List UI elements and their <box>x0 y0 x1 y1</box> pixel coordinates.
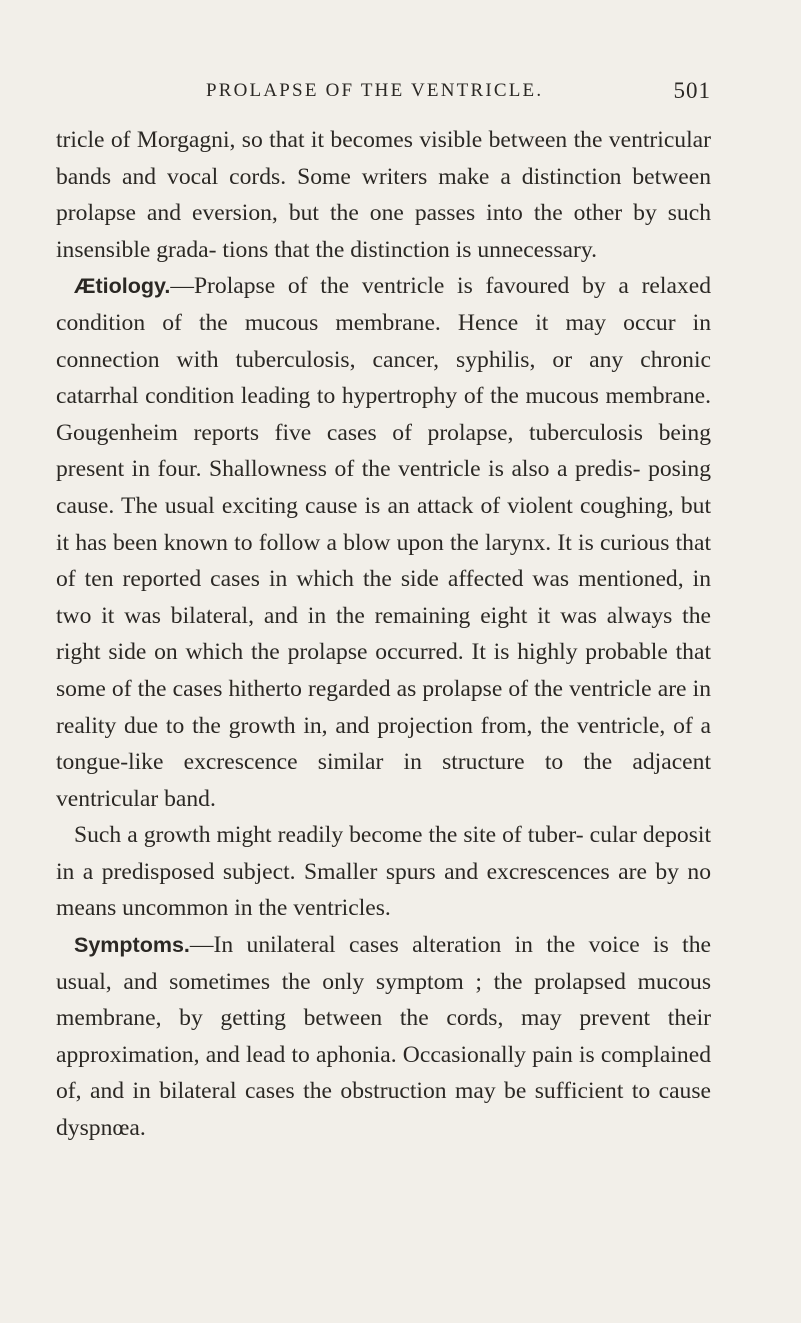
aetiology-text: —Prolapse of the ventricle is favoured by a relaxed condition of the mucous membrane. Hence it may occur in connection with tuberculosis, cancer, syphilis, or any chronic catarrhal condition leading to hypertrophy of the mucous membrane. Gougenheim reports five cases of prolapse, tuberculosis being present in four. Shallowness of the ventricle is also a predis- posing cause. The usual exciting cause is an attack of violent coughing, but it has been known to follow a blow upon the larynx. It is curious that of ten reported cases in which the side affected was mentioned, in two it was bilateral, and in the remaining eight it was always the right side on which the prolapse occurred. It is highly probable that some of the cases hitherto regarded as prolapse of the ventricle are in reality due to the growth in, and projection from, the ventricle, of a tongue-like excrescence similar in structure to the adjacent ventricular band. <box>56 273 711 812</box>
body-text <box>56 122 711 1147</box>
aetiology-heading: Ætiology. <box>74 274 171 299</box>
paragraph-intro-text: tricle of Morgagni, so that it becomes visible between the ventricular bands and vocal cords. Some writers make a distinction between prolapse and eversion, but the one passes into the other by such insensible grada- tions that the distinction is unnecessary. <box>56 127 711 263</box>
symptoms-text: —In unilateral cases alteration in the voice is the usual, and sometimes the only symptom ; the prolapsed mucous membrane, by getting between the cords, may prevent their approximation, and lead to aphonia. Occasionally pain is complained of, and in bilateral cases the obstruction may be sufficient to cause dyspnœa. <box>56 932 711 1142</box>
page-header <box>56 78 711 108</box>
symptoms-heading: Symptoms. <box>74 933 190 958</box>
paragraph-growth-text: Such a growth might readily become the site of tuber- cular deposit in a predisposed subject. Smaller spurs and excrescences are by no means uncommon in the ventricles. <box>56 822 711 922</box>
paragraph-symptoms <box>56 927 711 1147</box>
paragraph-aetiology <box>56 268 711 817</box>
paragraph-growth <box>56 817 711 927</box>
running-head: PROLAPSE OF THE VENTRICLE. <box>206 80 544 101</box>
page-number: 501 <box>673 78 711 103</box>
paragraph-intro <box>56 122 711 268</box>
